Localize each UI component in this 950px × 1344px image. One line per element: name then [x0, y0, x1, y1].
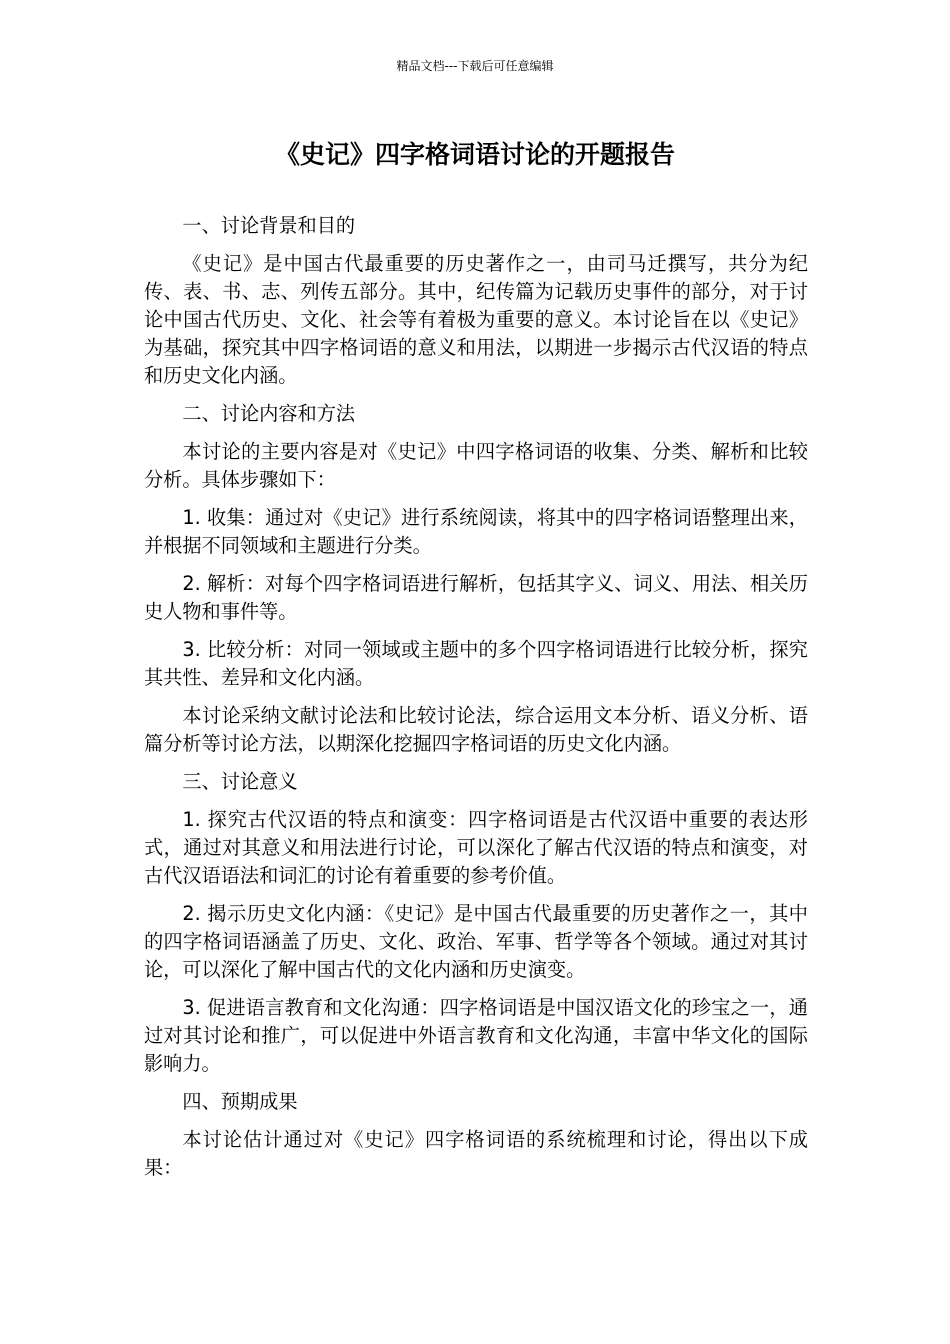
list-item-significance-2: 2. 揭示历史文化内涵：《史记》是中国古代最重要的历史著作之一，其中的四字格词语涵盖了历史、文化、政治、军事、哲学等各个领域。通过对其讨论，可以深化了解中国古代的文化内涵和历史演变。 [144, 902, 808, 981]
section-heading-content-method: 二、讨论内容和方法 [182, 402, 356, 425]
paragraph-content-intro: 本讨论的主要内容是对《史记》中四字格词语的收集、分类、解析和比较分析。具体步骤如下： [144, 440, 808, 491]
list-item-analyze: 2. 解析：对每个四字格词语进行解析，包括其字义、词义、用法、相关历史人物和事件等。 [144, 572, 808, 623]
page-header: 精品文档---下载后可任意编辑 [396, 59, 554, 73]
document-body [144, 212, 808, 1192]
document-title: 《史记》四字格词语讨论的开题报告 [274, 140, 675, 169]
section-heading-significance: 三、讨论意义 [182, 770, 298, 793]
list-item-compare: 3. 比较分析：对同一领域或主题中的多个四字格词语进行比较分析，探究其共性、差异和文化内涵。 [144, 638, 808, 689]
list-item-significance-3: 3. 促进语言教育和文化沟通：四字格词语是中国汉语文化的珍宝之一，通过对其讨论和推广，可以促进中外语言教育和文化沟通，丰富中华文化的国际影响力。 [144, 996, 808, 1075]
paragraph-expected-results: 本讨论估计通过对《史记》四字格词语的系统梳理和讨论，得出以下成果： [144, 1128, 808, 1179]
paragraph-method: 本讨论采纳文献讨论法和比较讨论法，综合运用文本分析、语义分析、语篇分析等讨论方法，以期深化挖掘四字格词语的历史文化内涵。 [144, 704, 808, 755]
paragraph-background: 《史记》是中国古代最重要的历史著作之一，由司马迁撰写，共分为纪传、表、书、志、列传五部分。其中，纪传篇为记载历史事件的部分，对于讨论中国古代历史、文化、社会等有着极为重要的意义。本讨论旨在以《史记》为基础，探究其中四字格词语的意义和用法，以期进一步揭示古代汉语的特点和历史文化内涵。 [144, 252, 808, 387]
list-item-collect: 1. 收集：通过对《史记》进行系统阅读，将其中的四字格词语整理出来，并根据不同领域和主题进行分类。 [144, 506, 808, 557]
section-heading-expected-results: 四、预期成果 [182, 1090, 298, 1113]
list-item-significance-1: 1. 探究古代汉语的特点和演变：四字格词语是古代汉语中重要的表达形式，通过对其意义和用法进行讨论，可以深化了解古代汉语的特点和演变，对古代汉语语法和词汇的讨论有着重要的参考价值。 [144, 808, 808, 887]
section-heading-background: 一、讨论背景和目的 [182, 214, 356, 237]
